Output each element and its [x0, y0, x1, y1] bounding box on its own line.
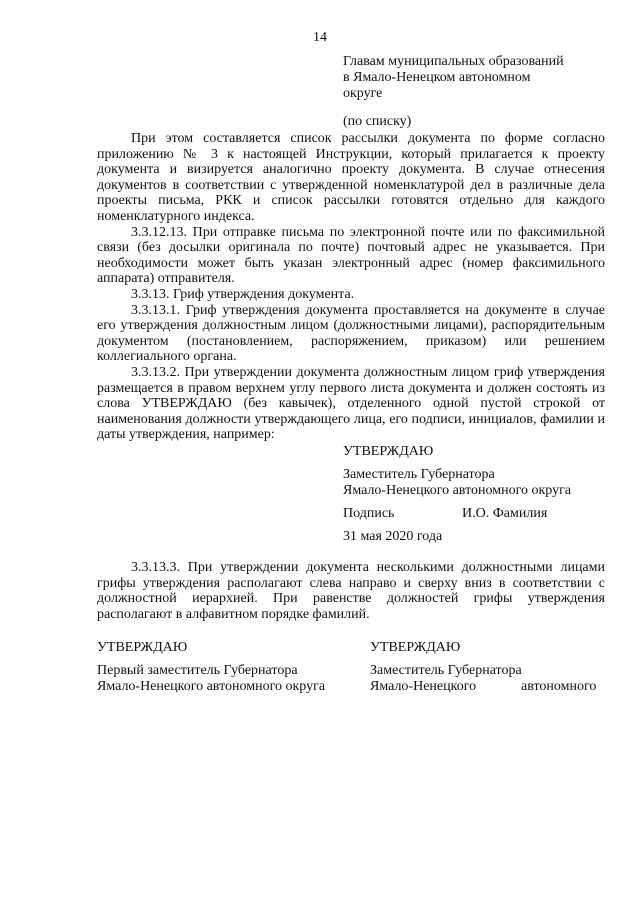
stamp-right-position: Ямало-Ненецкого	[370, 679, 477, 694]
paragraph: 3.3.13.2. При утверждении документа должностным лицом гриф утверждения размещается в правом верхнем углу первого листа документа и должен состоять из слова УТВЕРЖДАЮ (без кавычек), отделенного одной пустой строкой от наименования должности утверждающего лица, его подписи, инициалов, фамилии и даты утверждения, например:	[97, 364, 605, 443]
stamp-left-position: Ямало-Ненецкого автономного округа	[97, 679, 326, 694]
paragraph: 3.3.13.1. Гриф утверждения документа проставляется на документе в случае его утверждения должностным лицом (должностными лицами), распорядительным документом (постановлением, распоряжением, приказом) или решением коллегиального органа.	[97, 302, 605, 365]
paragraph: 3.3.13.3. При утверждении документа несколькими должностными лицами грифы утверждения располагают слева направо и сверху вниз в соответствии с должностной иерархией. При равенстве должностей грифы утверждения располагают в алфавитном порядке фамилий.	[97, 560, 605, 622]
signature-label: Подпись	[343, 506, 395, 521]
addressee-block	[343, 54, 623, 102]
stamp-left-title: УТВЕРЖДАЮ	[97, 640, 188, 655]
paragraph: 3.3.13. Гриф утверждения документа.	[131, 286, 355, 302]
stamp-example-position: Заместитель Губернатора	[343, 467, 495, 482]
stamp-example-title: УТВЕРЖДАЮ	[343, 444, 434, 459]
stamp-example-position: Ямало-Ненецкого автономного округа	[343, 483, 572, 498]
body-text-upper	[97, 131, 605, 443]
stamp-right-position: Заместитель Губернатора	[370, 663, 522, 678]
addressee-line: Главам муниципальных образований	[343, 54, 564, 69]
stamp-left-position: Первый заместитель Губернатора	[97, 663, 298, 678]
addressee-line: в Ямало-Ненецком автономном	[343, 70, 531, 85]
body-text-lower	[97, 560, 605, 622]
addressee-line: округе	[343, 86, 383, 101]
signatory-name: И.О. Фамилия	[462, 506, 548, 521]
page-number: 14	[313, 30, 327, 45]
paragraph: При этом составляется список рассылки документа по форме согласно приложению № 3 к настоящей Инструкции, который прилагается к проекту документа и визируется аналогично проекту документа. В случае отнесения документов в соответствии с утвержденной номенклатурой дел в различные дела проекты письма, РКК и список рассылки готовятся отдельно для каждого номенклатурного индекса.	[97, 131, 605, 224]
stamp-right-position: автономного	[521, 679, 597, 694]
distribution-note: (по списку)	[343, 114, 412, 129]
stamp-right-title: УТВЕРЖДАЮ	[370, 640, 461, 655]
paragraph: 3.3.12.13. При отправке письма по электронной почте или по факсимильной связи (без досылки оригинала по почте) почтовый адрес не указывается. При необходимости может быть указан электронный адрес (номер факсимильного аппарата) отправителя.	[97, 224, 605, 287]
approval-date: 31 мая 2020 года	[343, 529, 443, 544]
